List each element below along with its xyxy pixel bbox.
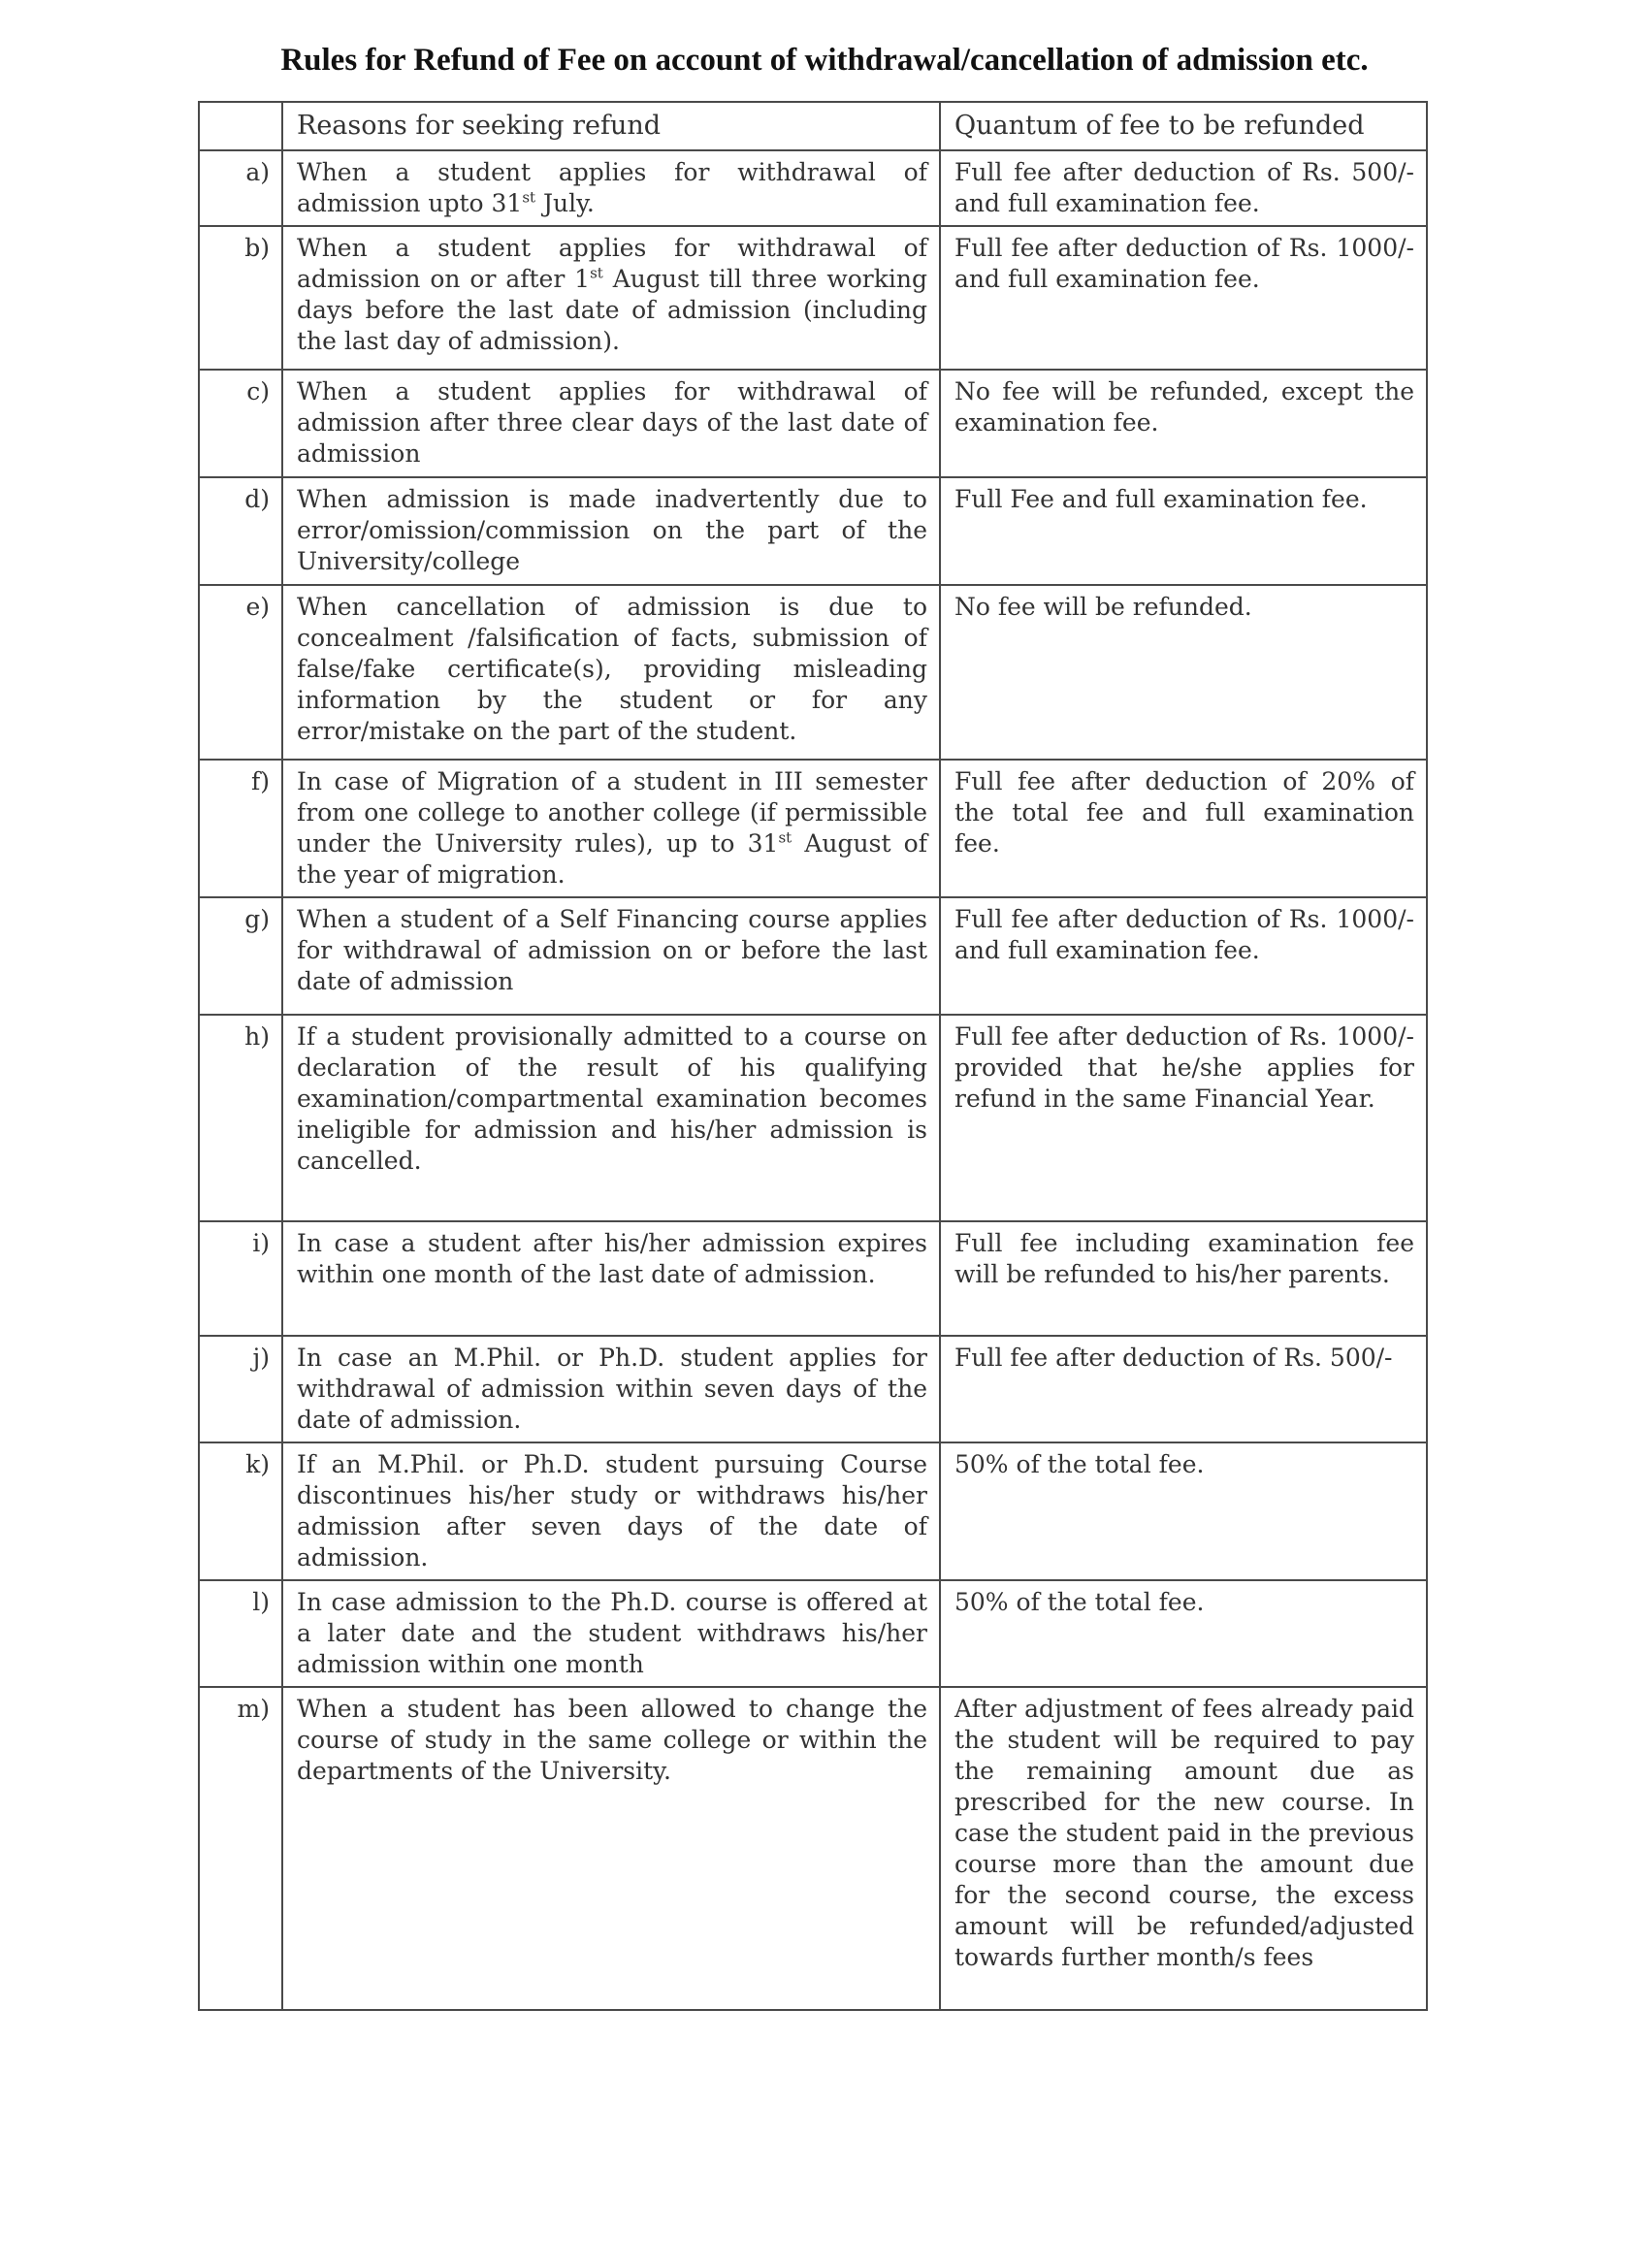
row-quantum: 50% of the total fee. [940,1580,1427,1687]
row-label: b) [199,226,282,370]
row-reason: When admission is made inadvertently due to error/omission/commission on the part of the University/college [282,477,940,585]
row-quantum: Full fee after deduction of Rs. 1000/- provided that he/she applies for refund in the same Financial Year. [940,1015,1427,1221]
table-row [199,150,1427,226]
row-quantum: After adjustment of fees already paid the student will be required to pay the remaining amount due as prescribed for the new course. In case the student paid in the previous course more than the amount due for the second course, the excess amount will be refunded/adjusted towards further month/s fees [940,1687,1427,2010]
table-row [199,585,1427,760]
row-reason: When a student applies for withdrawal of admission on or after 1st August till three working days before the last date of admission (including the last day of admission). [282,226,940,370]
row-label: l) [199,1580,282,1687]
row-reason: If an M.Phil. or Ph.D. student pursuing Course discontinues his/her study or withdraws his/her admission after seven days of the date of admission. [282,1442,940,1580]
table-row [199,1221,1427,1336]
table-row [199,1442,1427,1580]
header-label [199,102,282,150]
refund-rules-table [198,101,1428,2011]
table-row [199,897,1427,1015]
table-row [199,226,1427,370]
row-reason: In case a student after his/her admission expires within one month of the last date of admission. [282,1221,940,1336]
row-label: k) [199,1442,282,1580]
row-quantum: No fee will be refunded, except the examination fee. [940,370,1427,477]
row-label: a) [199,150,282,226]
row-quantum: Full Fee and full examination fee. [940,477,1427,585]
table-row [199,370,1427,477]
page-title: Rules for Refund of Fee on account of withdrawal/cancellation of admission etc. [280,43,1369,78]
table-row [199,760,1427,897]
row-label: m) [199,1687,282,2010]
row-label: d) [199,477,282,585]
row-quantum: Full fee after deduction of Rs. 500/-and full examination fee. [940,150,1427,226]
table-row [199,1336,1427,1442]
table-header-row [199,102,1427,150]
row-label: h) [199,1015,282,1221]
row-reason: In case an M.Phil. or Ph.D. student applies for withdrawal of admission within seven days of the date of admission. [282,1336,940,1442]
row-quantum: Full fee after deduction of Rs. 1000/- and full examination fee. [940,897,1427,1015]
table-row [199,477,1427,585]
row-label: g) [199,897,282,1015]
row-reason: If a student provisionally admitted to a course on declaration of the result of his qualifying examination/compartmental examination becomes ineligible for admission and his/her admission is cancelled. [282,1015,940,1221]
header-quantum: Quantum of fee to be refunded [940,102,1427,150]
row-label: c) [199,370,282,477]
row-label: j) [199,1336,282,1442]
row-reason: When a student applies for withdrawal of admission after three clear days of the last date of admission [282,370,940,477]
row-quantum: Full fee after deduction of Rs. 500/- [940,1336,1427,1442]
row-reason: When a student has been allowed to change the course of study in the same college or within the departments of the University. [282,1687,940,2010]
table-row [199,1580,1427,1687]
row-reason: In case of Migration of a student in III semester from one college to another college (if permissible under the University rules), up to 31st August of the year of migration. [282,760,940,897]
row-label: f) [199,760,282,897]
row-quantum: Full fee after deduction of 20% of the total fee and full examination fee. [940,760,1427,897]
header-reason: Reasons for seeking refund [282,102,940,150]
row-quantum: 50% of the total fee. [940,1442,1427,1580]
table-row [199,1687,1427,2010]
table-row [199,1015,1427,1221]
row-reason: When a student applies for withdrawal of admission upto 31st July. [282,150,940,226]
row-label: e) [199,585,282,760]
row-label: i) [199,1221,282,1336]
row-reason: When cancellation of admission is due to concealment /falsification of facts, submission of false/fake certificate(s), providing misleading information by the student or for any error/mistake on the part of the student. [282,585,940,760]
row-quantum: No fee will be refunded. [940,585,1427,760]
row-reason: When a student of a Self Financing course applies for withdrawal of admission on or before the last date of admission [282,897,940,1015]
row-reason: In case admission to the Ph.D. course is offered at a later date and the student withdraws his/her admission within one month [282,1580,940,1687]
row-quantum: Full fee after deduction of Rs. 1000/- and full examination fee. [940,226,1427,370]
row-quantum: Full fee including examination fee will be refunded to his/her parents. [940,1221,1427,1336]
